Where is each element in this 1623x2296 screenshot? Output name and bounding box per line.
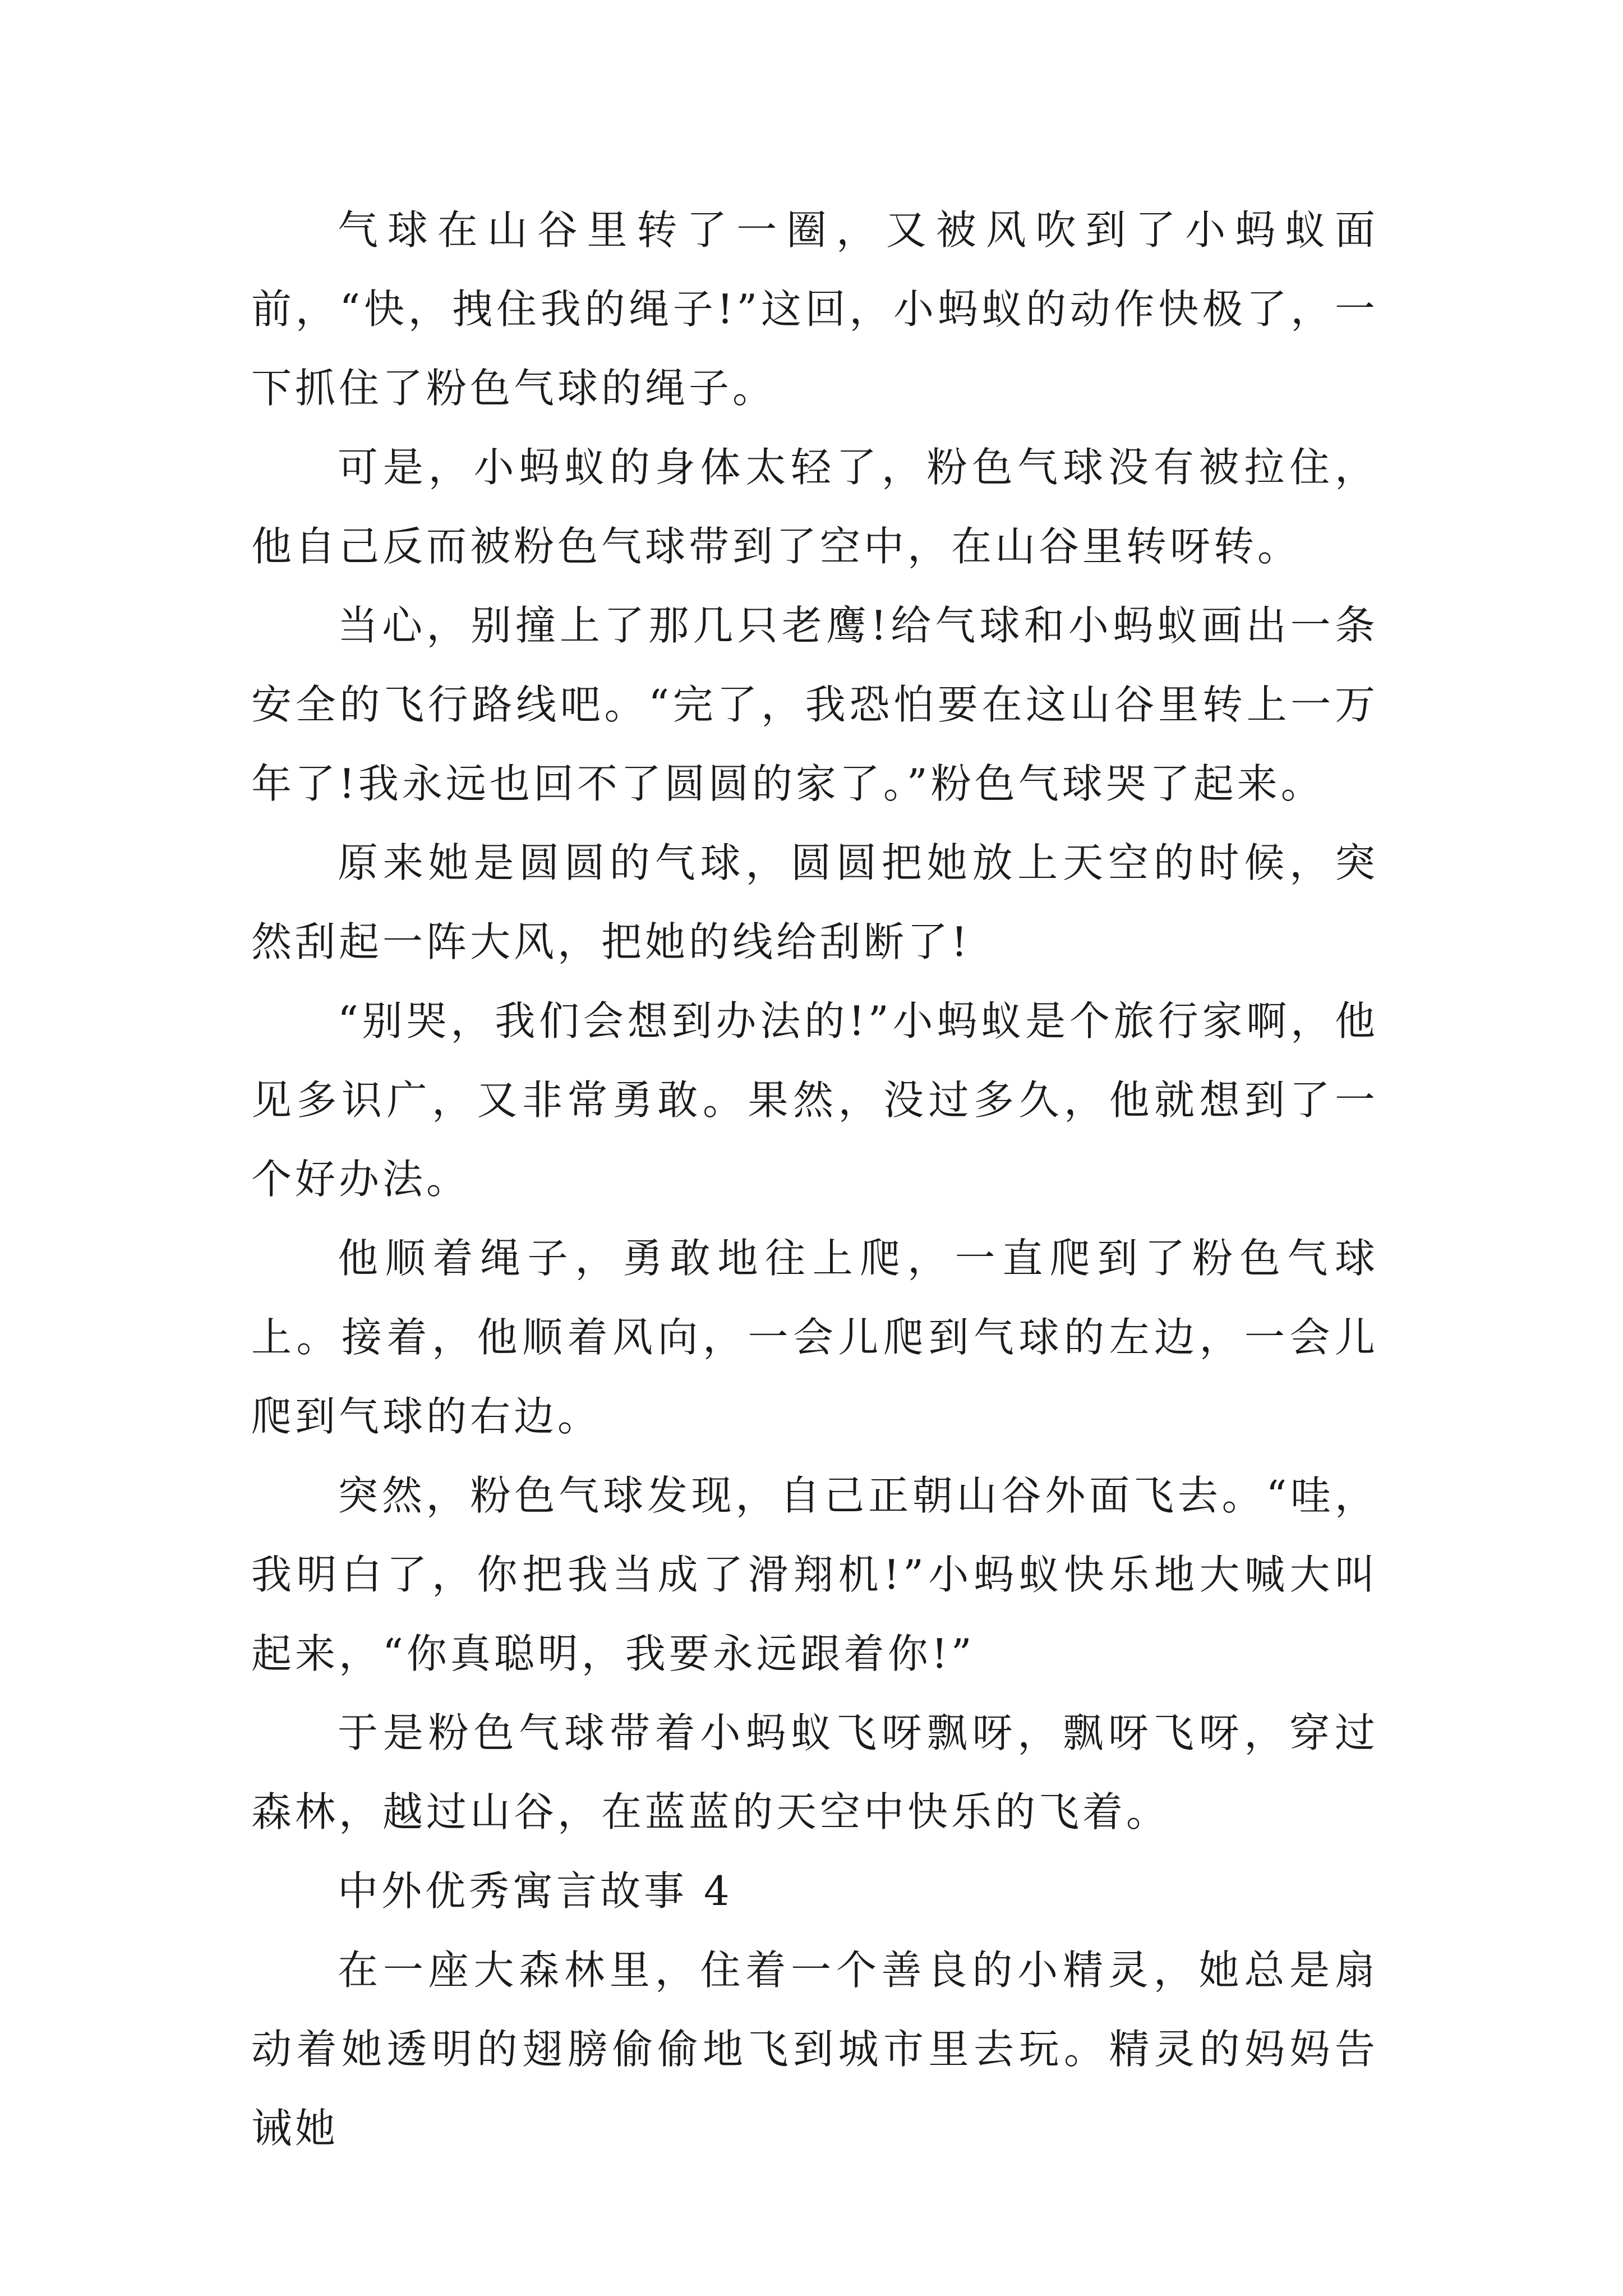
paragraph: 于是粉色气球带着小蚂蚁飞呀飘呀，飘呀飞呀，穿过森林，越过山谷，在蓝蓝的天空中快乐的飞着。 xyxy=(251,1709,1378,1835)
paragraph: 气球在山谷里转了一圈，又被风吹到了小蚂蚁面前，“快，拽住我的绳子!”这回，小蚂蚁的动作快极了，一下抓住了粉色气球的绳子。 xyxy=(251,206,1378,412)
section-heading: 中外优秀寓言故事 4 xyxy=(338,1867,733,1915)
paragraph: 突然，粉色气球发现，自己正朝山谷外面飞去。“哇，我明白了，你把我当成了滑翔机!”小蚂蚁快乐地大喊大叫起来，“你真聪明，我要永远跟着你!” xyxy=(251,1472,1378,1677)
document-body xyxy=(251,191,1378,2168)
paragraph: 原来她是圆圆的气球，圆圆把她放上天空的时候，突然刮起一阵大风，把她的线给刮断了! xyxy=(251,839,1378,965)
paragraph: “别哭，我们会想到办法的!”小蚂蚁是个旅行家啊，他见多识广，又非常勇敢。果然，没过多久，他就想到了一个好办法。 xyxy=(251,997,1378,1203)
paragraph: 可是，小蚂蚁的身体太轻了，粉色气球没有被拉住，他自己反而被粉色气球带到了空中，在山谷里转呀转。 xyxy=(251,444,1378,570)
paragraph: 当心，别撞上了那几只老鹰!给气球和小蚂蚁画出一条安全的飞行路线吧。“完了，我恐怕要在这山谷里转上一万年了!我永远也回不了圆圆的家了。”粉色气球哭了起来。 xyxy=(251,602,1378,807)
paragraph: 他顺着绳子，勇敢地往上爬，一直爬到了粉色气球上。接着，他顺着风向，一会儿爬到气球的左边，一会儿爬到气球的右边。 xyxy=(251,1235,1378,1440)
paragraph: 在一座大森林里，住着一个善良的小精灵，她总是扇动着她透明的翅膀偷偷地飞到城市里去玩。精灵的妈妈告诫她 xyxy=(251,1947,1378,2152)
